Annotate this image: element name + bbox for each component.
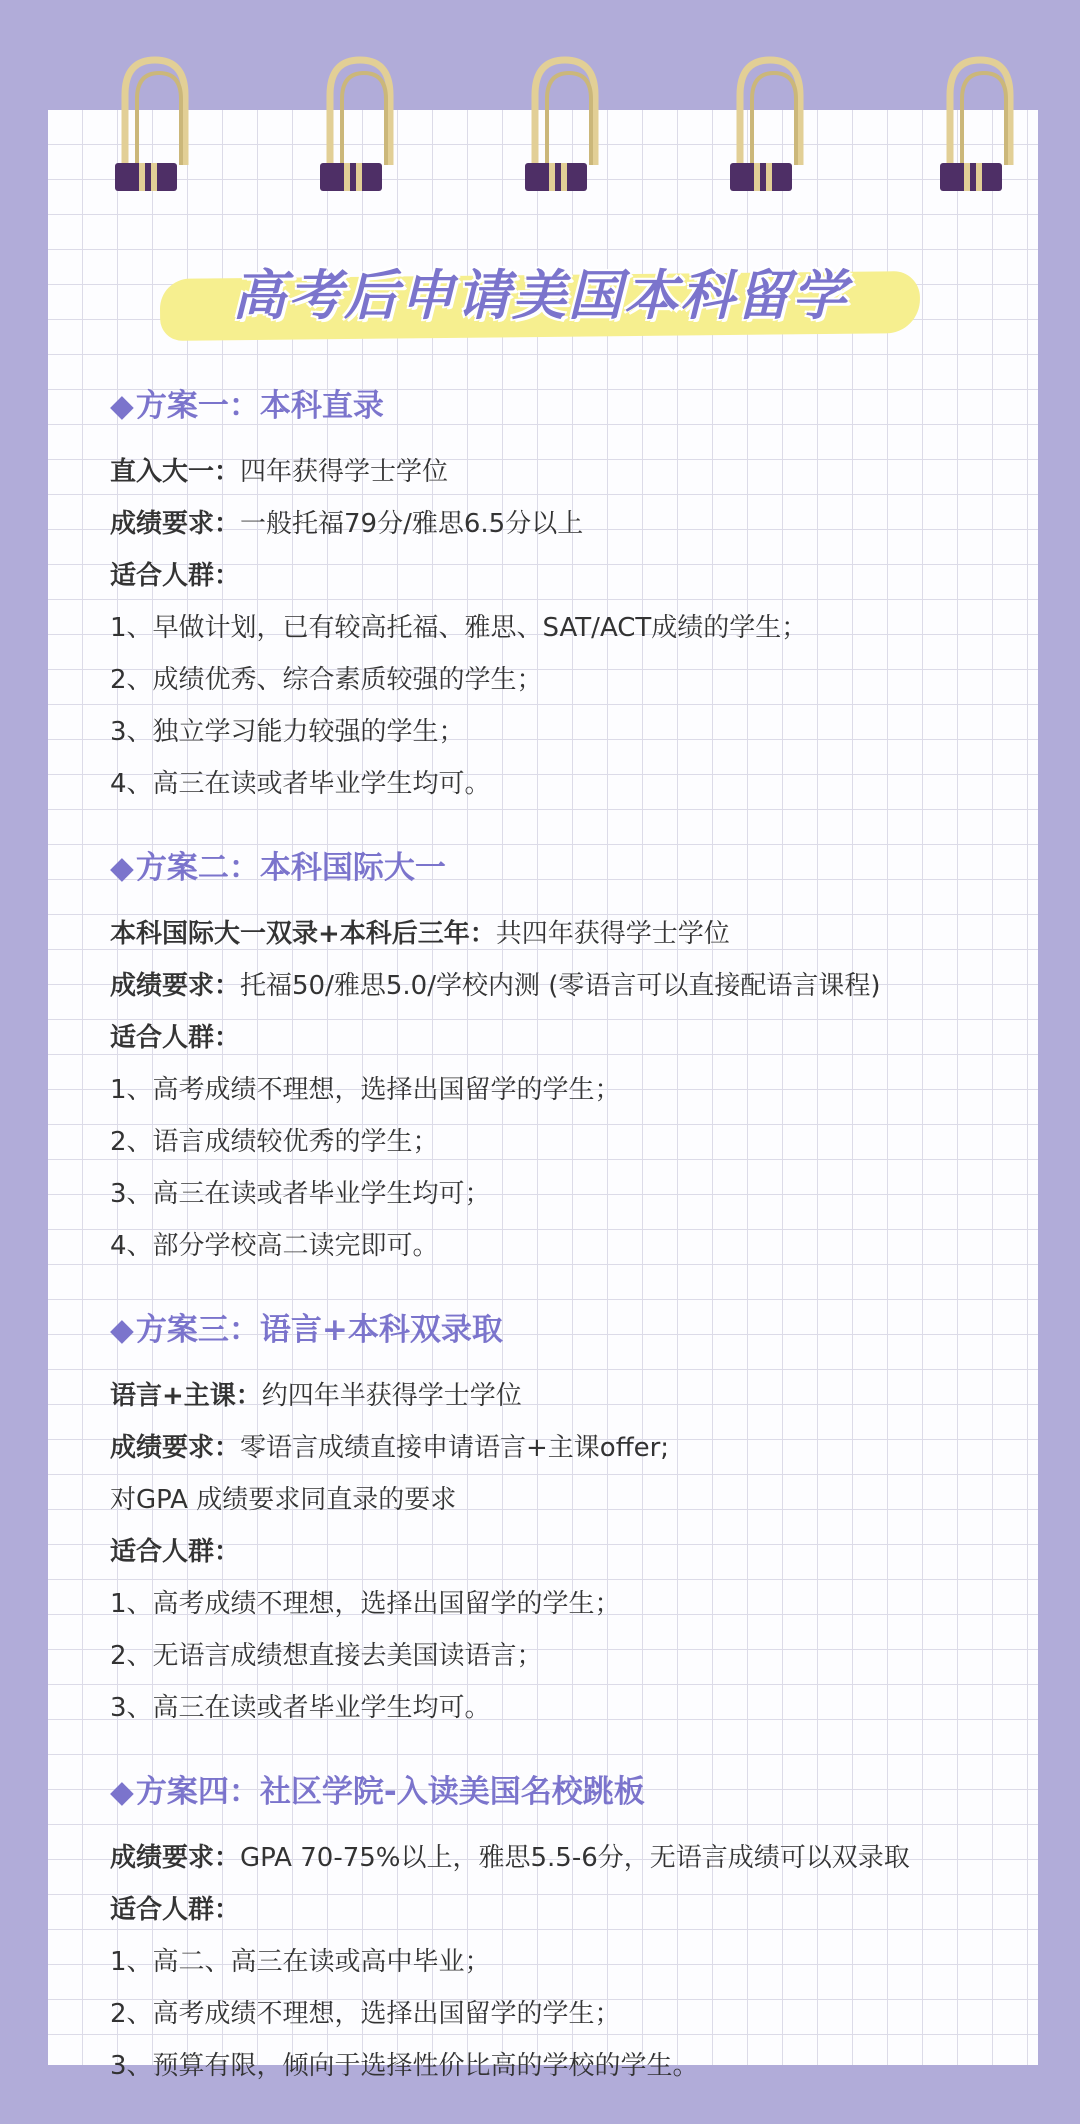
plan-heading [110, 842, 1010, 894]
plan-line [110, 960, 1010, 1012]
diamond-icon: ◆ [110, 850, 134, 886]
plan-heading [110, 1766, 1010, 1818]
diamond-icon: ◆ [110, 1774, 134, 1810]
plan-line [110, 1578, 1010, 1630]
plan-line [110, 602, 1010, 654]
plan-line-text: 3、独立学习能力较强的学生； [110, 717, 465, 747]
plan-line [110, 1474, 1010, 1526]
plan-line [110, 1116, 1010, 1168]
binder-ring-icon [730, 55, 810, 195]
plan-line-text: 4、部分学校高二读完即可。 [110, 1231, 439, 1261]
plan-section [110, 1304, 1010, 1734]
plan-line [110, 1526, 1010, 1578]
plan-line-label: 成绩要求： [110, 1433, 241, 1463]
plan-heading [110, 1304, 1010, 1356]
binder-ring-icon [115, 55, 195, 195]
binder-ring-icon [525, 55, 605, 195]
plan-line-text: 3、高三在读或者毕业学生均可。 [110, 1693, 491, 1723]
plan-line [110, 1936, 1010, 1988]
plan-line-text: 1、早做计划，已有较高托福、雅思、SAT/ACT成绩的学生； [110, 613, 808, 643]
plan-heading-text: 方案一：本科直录 [135, 388, 384, 424]
plan-line [110, 498, 1010, 550]
plan-line-text: GPA 70-75%以上，雅思5.5-6分，无语言成绩可以双录取 [240, 1843, 910, 1873]
plan-line-text: 2、无语言成绩想直接去美国读语言； [110, 1641, 543, 1671]
plan-line-text: 1、高考成绩不理想，选择出国留学的学生； [110, 1589, 621, 1619]
plan-line [110, 1832, 1010, 1884]
plan-line-label: 本科国际大一双录+本科后三年： [110, 919, 496, 949]
plan-line-label: 直入大一： [110, 457, 241, 487]
plan-line-label: 适合人群： [110, 1895, 241, 1925]
binder-ring-icon [940, 55, 1020, 195]
plan-line-label: 适合人群： [110, 1537, 241, 1567]
diamond-icon: ◆ [110, 388, 134, 424]
plan-section [110, 380, 1010, 810]
plan-line [110, 1682, 1010, 1734]
title-banner [160, 245, 920, 355]
plan-section [110, 1766, 1010, 2092]
plan-line-text: 2、高考成绩不理想，选择出国留学的学生； [110, 1999, 621, 2029]
plan-heading [110, 380, 1010, 432]
plan-heading-text: 方案二：本科国际大一 [135, 850, 446, 886]
plan-line-text: 四年获得学士学位 [240, 457, 449, 487]
plan-line [110, 1012, 1010, 1064]
plan-line-text: 2、成绩优秀、综合素质较强的学生； [110, 665, 543, 695]
plan-line [110, 1630, 1010, 1682]
plan-line [110, 1370, 1010, 1422]
plan-line-text: 共四年获得学士学位 [495, 919, 730, 949]
plan-line-text: 托福50/雅思5.0/学校内测 (零语言可以直接配语言课程) [240, 971, 881, 1001]
plan-heading-text: 方案三：语言+本科双录取 [135, 1312, 503, 1348]
plan-line-text: 1、高考成绩不理想，选择出国留学的学生； [110, 1075, 621, 1105]
plan-line [110, 1220, 1010, 1272]
plan-line [110, 1422, 1010, 1474]
plan-line-text: 1、高二、高三在读或高中毕业； [110, 1947, 491, 1977]
plan-line-text: 零语言成绩直接申请语言+主课offer; [240, 1433, 670, 1463]
plan-heading-text: 方案四：社区学院-入读美国名校跳板 [135, 1774, 645, 1810]
plan-section [110, 842, 1010, 1272]
plan-line [110, 446, 1010, 498]
plan-line [110, 758, 1010, 810]
plan-line [110, 1884, 1010, 1936]
page-title: 高考后申请美国本科留学 [232, 264, 848, 327]
plan-line [110, 706, 1010, 758]
plan-line-label: 成绩要求： [110, 1843, 241, 1873]
plan-line-label: 适合人群： [110, 1023, 241, 1053]
diamond-icon: ◆ [110, 1312, 134, 1348]
plans-content [110, 380, 1010, 2124]
plan-line-text: 2、语言成绩较优秀的学生； [110, 1127, 439, 1157]
plan-line [110, 1988, 1010, 2040]
plan-line-text: 3、高三在读或者毕业学生均可； [110, 1179, 491, 1209]
plan-line-text: 约四年半获得学士学位 [261, 1381, 522, 1411]
plan-line-label: 成绩要求： [110, 509, 241, 539]
plan-line [110, 654, 1010, 706]
plan-line-text: 4、高三在读或者毕业学生均可。 [110, 769, 491, 799]
plan-line-text: 对GPA 成绩要求同直录的要求 [110, 1485, 457, 1515]
binder-ring-icon [320, 55, 400, 195]
plan-line-label: 适合人群： [110, 561, 241, 591]
plan-line-text: 一般托福79分/雅思6.5分以上 [240, 509, 584, 539]
plan-line [110, 2040, 1010, 2092]
plan-line [110, 1064, 1010, 1116]
plan-line [110, 1168, 1010, 1220]
plan-line [110, 550, 1010, 602]
plan-line-text: 3、预算有限，倾向于选择性价比高的学校的学生。 [110, 2051, 699, 2081]
plan-line-label: 语言+主课： [110, 1381, 262, 1411]
plan-line [110, 908, 1010, 960]
plan-line-label: 成绩要求： [110, 971, 241, 1001]
